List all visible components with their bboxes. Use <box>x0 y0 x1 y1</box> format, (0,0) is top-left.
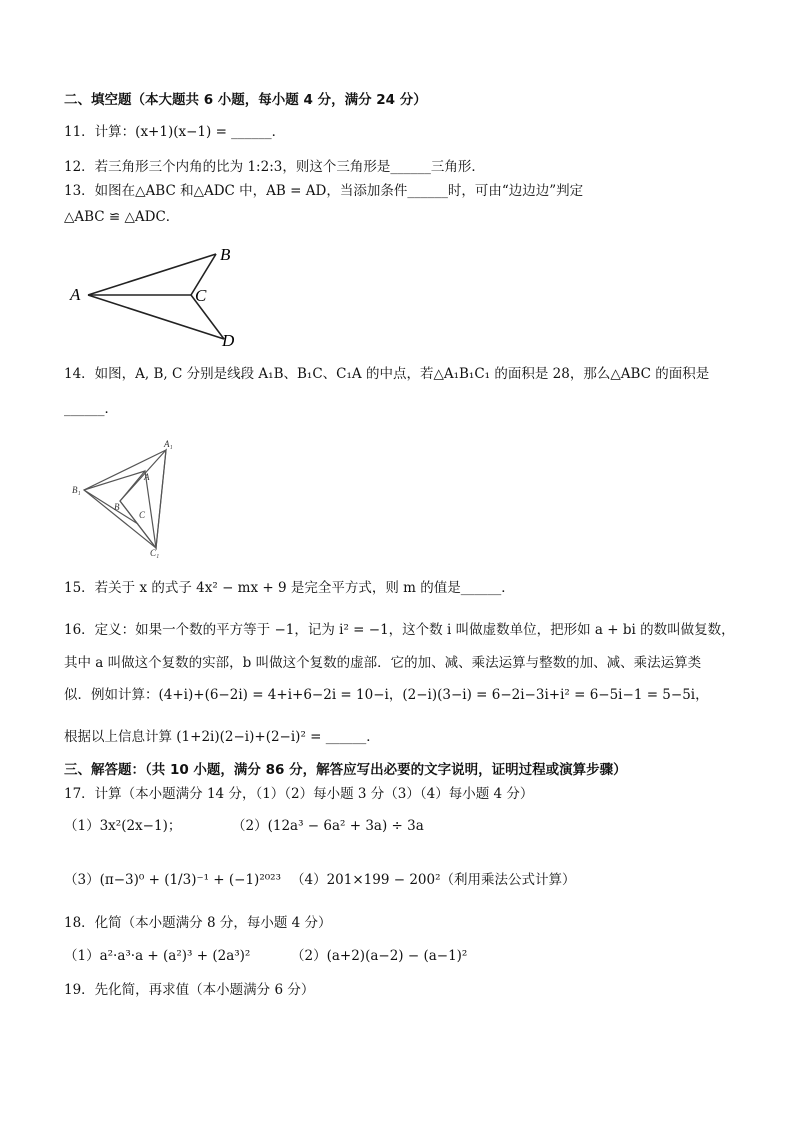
figure-14-label-a1: A₁ <box>164 439 173 449</box>
section-3-heading: 三、解答题：（共 10 小题，满分 86 分，解答应写出必要的文字说明，证明过程或演算步骤） <box>64 762 627 778</box>
figure-14-label-b: B <box>114 502 120 512</box>
question-17-part-4: （4）201×199 − 200²（利用乘法公式计算） <box>291 872 576 888</box>
question-14-line-1: 14．如图，A, B, C 分别是线段 A₁B、B₁C、C₁A 的中点，若△A₁B₁C₁ 的面积是 28，那么△ABC 的面积是 <box>64 366 710 382</box>
question-18-part-2: （2）(a+2)(a−2) − (a−1)² <box>291 948 468 964</box>
question-19: 19．先化简，再求值（本小题满分 6 分） <box>64 982 315 998</box>
question-12: 12．若三角形三个内角的比为 1:2:3，则这个三角形是______三角形． <box>64 159 485 175</box>
figure-14-triangles <box>70 438 180 560</box>
question-17-part-2: （2）(12a³ − 6a² + 3a) ÷ 3a <box>232 818 424 834</box>
question-16-line-2: 其中 a 叫做这个复数的实部，b 叫做这个复数的虚部．它的加、减、乘法运算与整数的加、减、乘法运算类 <box>64 655 702 671</box>
question-16-line-3: 似．例如计算：(4+i)+(6−2i) = 4+i+6−2i = 10−i，(2−i)(3−i) = 6−2i−3i+i² = 6−5i−1 = 5−5i， <box>64 687 709 703</box>
question-13-line-2: △ABC ≌ △ADC． <box>64 209 180 225</box>
question-16-line-4: 根据以上信息计算 (1+2i)(2−i)+(2−i)² = ______． <box>64 729 380 745</box>
question-15: 15．若关于 x 的式子 4x² − mx + 9 是完全平方式，则 m 的值是______． <box>64 580 515 596</box>
section-2-heading: 二、填空题（本大题共 6 小题，每小题 4 分，满分 24 分） <box>64 92 427 108</box>
figure-14-label-c: C <box>139 510 146 520</box>
question-14-line-2: ______． <box>64 401 118 417</box>
question-13-line-1: 13．如图在△ABC 和△ADC 中，AB = AD，当添加条件______时，可由“边边边”判定 <box>64 183 584 199</box>
question-18: 18．化简（本小题满分 8 分，每小题 4 分） <box>64 915 332 931</box>
figure-13-quadrilateral <box>66 238 246 350</box>
question-11: 11．计算：(x+1)(x−1) = ______． <box>64 124 286 140</box>
figure-13-label-d: D <box>222 331 235 350</box>
question-16-line-1: 16．定义：如果一个数的平方等于 −1，记为 i² = −1，这个数 i 叫做虚数单位，把形如 a + bi 的数叫做复数， <box>64 622 735 638</box>
figure-13-label-b: B <box>220 245 231 264</box>
figure-13-label-c: C <box>195 286 207 305</box>
question-18-part-1: （1）a²·a³·a + (a²)³ + (2a³)² <box>64 948 251 964</box>
figure-14-label-b1: B₁ <box>72 485 81 495</box>
question-17-part-3: （3）(π−3)⁰ + (1/3)⁻¹ + (−1)²⁰²³ <box>64 872 281 888</box>
figure-13-label-a: A <box>70 285 81 304</box>
question-17-part-1: （1）3x²(2x−1)； <box>64 818 182 834</box>
figure-14-label-a: A <box>144 472 150 482</box>
question-17: 17．计算（本小题满分 14 分，（1）（2）每小题 3 分（3）（4）每小题 4 分） <box>64 786 534 802</box>
figure-14-label-c1: C₁ <box>150 548 160 558</box>
